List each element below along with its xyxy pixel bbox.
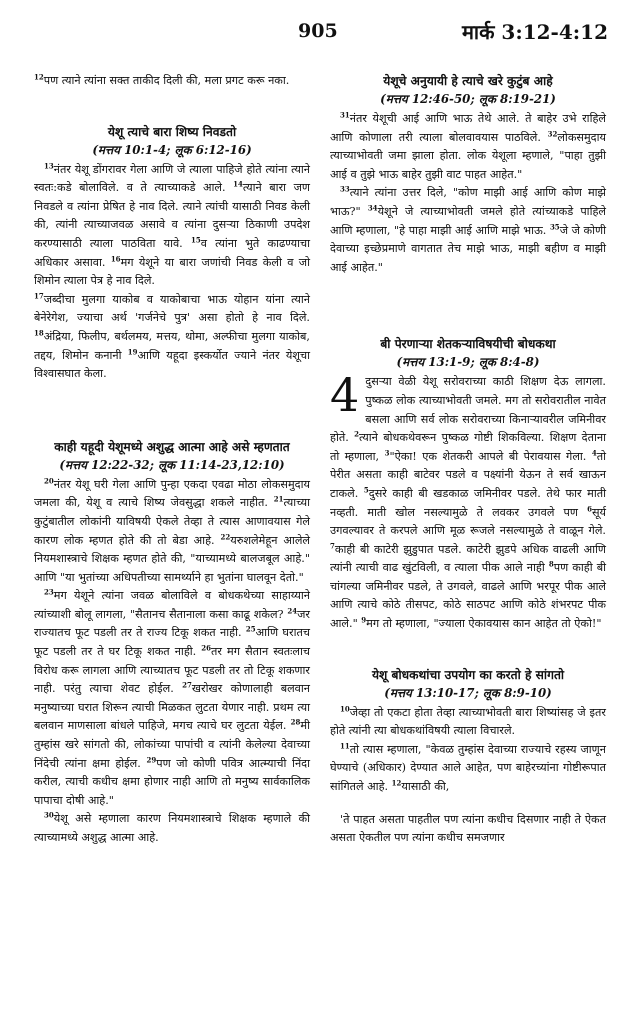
- verse-text: जेव्हा तो एकटा होता तेव्हा त्याच्याभोवती बारा शिष्यांसह जे इतर होते त्यांनी त्या बोधकथांविषयी त्याला विचारले.: [330, 705, 606, 738]
- page-number: 905: [298, 20, 338, 42]
- verse-text: तो त्यास म्हणाला, "केवळ तुम्हांस देवाच्या राज्याचे रहस्य जाणून घेण्याचे (अधिकार) देण्यात आले आहेत, पण बाहेरच्यांना गोष्टीरूपात सांगितले आहे.: [330, 742, 606, 794]
- verse-number: 13: [44, 160, 54, 170]
- verse-paragraph: [34, 161, 310, 291]
- verse-paragraph: [34, 587, 310, 810]
- verse-number: 16: [110, 253, 121, 263]
- verse-text: मग येशूने या बारा जणांची निवड केली व जो शिमोन त्याला पेत्र हे नाव दिले.: [34, 255, 310, 288]
- verse-text: नंतर येशू घरी गेला आणि पुन्हा एकदा एवढा मोठा लोकसमुदाय जमला की, येशू व त्याचे शिष्य जेवसुद्धा शकले नाहीत.: [34, 477, 310, 510]
- verse-paragraph: [330, 368, 607, 633]
- verse-text: पण त्याने त्यांना सक्त ताकीद दिली की, मला प्रगट करू नका.: [43, 74, 290, 87]
- verse-number: 9: [361, 615, 367, 625]
- verse-text: अंद्रिया, फिलीप, बर्थलमय, मत्तय, थोमा, अल्फीचा मुलगा याकोब, तद्दय, शिमोन कनानी: [34, 329, 310, 362]
- section-cross-reference: (मत्तय 10:1-4; लूक 6:12-16): [92, 142, 252, 157]
- verse-text: त्याने त्यांना उत्तर दिले, "कोण माझी आई आणि कोण माझे भाऊ?": [330, 186, 606, 218]
- verse-number: 20: [44, 475, 54, 485]
- verse-text: पण काही बी चांगल्या जमिनीवर पडले, ते उगवले, वाढले आणि भरपूर पीक आले आणि त्याचे कोठे तीसपट, कोठे साठपट आणि कोठे शंभरपट पीक आले.": [330, 561, 606, 631]
- verse-text: येशू असे म्हणाला कारण नियमशास्त्राचे शिक्षक म्हणाले की त्याच्यामध्ये अशुद्ध आत्मा आहे.: [34, 812, 310, 844]
- verse-number: 18: [34, 328, 44, 338]
- verse-paragraph: [34, 291, 310, 384]
- verse-text: दुसऱ्या वेळी येशू सरोवराच्या काठी शिक्षण देऊ लागला. पुष्कळ लोक त्याच्याभोवती जमले. मग तो सरोवरातील नावेत बसला आणि सर्व लोक सरोवराच्या किनाऱ्यावरील जमिनीवर होते.: [330, 375, 606, 445]
- verse-number: 34: [367, 203, 378, 213]
- verse-text: आणि घरातच फूट पडली तर ते घर टिकू शकत नाही.: [34, 626, 310, 659]
- verse-number: 5: [363, 485, 369, 495]
- page-header: [0, 14, 638, 54]
- verse-text: तो पेरीत असता काही बाटेवर पडले व पक्ष्यांनी येऊन ते सर्व खाऊन टाकले.: [330, 449, 606, 500]
- verse-paragraph: [330, 184, 606, 277]
- verse-paragraph: [330, 741, 606, 797]
- section-cross-reference: (मत्तय 12:22-32; लूक 11:14-23,12:10): [59, 457, 285, 472]
- verse-text: नंतर येशू डोंगरावर गेला आणि जे त्याला पाहिजे होते त्यांना त्याने स्वतः:कडे बोलाविले. व ते त्याच्याकडे आले.: [34, 162, 310, 195]
- verse-number: 2: [354, 429, 360, 439]
- verse-number: 27: [182, 680, 192, 690]
- book-chapter-reference: मार्क 3:12-4:12: [461, 20, 608, 44]
- verse-text: जब्दीचा मुलगा याकोब व याकोबाचा भाऊ योहान यांना त्याने बेनेरेगेश, ज्याचा अर्थ 'गर्जनेचे पुत्र' असा होतो हे नाव दिले.: [34, 292, 310, 325]
- verse-number: 29: [146, 754, 157, 764]
- verse-text: यासाठी की,: [401, 780, 450, 794]
- verse-paragraph: [330, 704, 606, 741]
- verse-number: 8: [548, 559, 554, 569]
- verse-number: 12: [34, 72, 44, 82]
- verse-number: 21: [273, 494, 284, 504]
- verse-text: काही बी काटेरी झुडुपात पडले. काटेरी झुडपे अधिक वाढली आणि त्यांनी त्याची वाढ खुंटविली, व त्याला पीक आले नाही: [330, 542, 606, 575]
- verse-number: 25: [245, 624, 256, 634]
- verse-text: मग तो म्हणाला, "ज्याला ऐकावयास कान आहेत तो ऐको!": [366, 617, 602, 631]
- verse-number: 30: [44, 810, 54, 820]
- section-heading: बी पेरणाऱ्या शेतकऱ्याविषयीची बोधकथा: [380, 337, 556, 352]
- verse-paragraph: [330, 110, 606, 184]
- verse-text: त्याच्या कुटुंबातील लोकांनी याविषयी ऐकले तेव्हा ते त्यास आणावयास गेले कारण लोक म्हणत होते की तो बेडा आहे.: [34, 496, 310, 547]
- verse-text: जे जे कोणी देवाच्या इच्छेप्रमाणे वागतात तेच माझे भाऊ, माझी बहीण व माझी आई आहेत.": [330, 223, 606, 274]
- verse-paragraph: [34, 72, 310, 91]
- verse-text: त्याने बारा जण निवडले व त्यांना प्रेषित हे नाव दिले. त्याने त्यांची यासाठी निवड केली की, त्यांनी त्याच्याजवळ असावे व त्यांना दुसऱ्या ठिकाणी उपदेश करण्यासाठी त्याला पाठविता यावे.: [34, 181, 310, 250]
- verse-text: व त्यांना भुते काढण्याचा अधिकार असावा.: [34, 236, 310, 269]
- verse-paragraph: [34, 476, 310, 588]
- verse-text: जर राज्यातच फूट पडली तर ते राज्य टिकू शकत नाही.: [34, 607, 310, 640]
- verse-text: नंतर येशूची आई आणि भाऊ तेथे आले. ते बाहेर उभे राहिले आणि कोणाला तरी त्याला बोलवावयास पाठविले.: [330, 112, 606, 144]
- section-heading: येशू बोधकथांचा उपयोग का करतो हे सांगतो: [371, 667, 565, 682]
- section-cross-reference: (मत्तय 12:46-50; लूक 8:19-21): [380, 92, 556, 106]
- verse-text: "ऐका! एक शेतकरी आपले बी पेरावयास गेला.: [389, 449, 587, 463]
- verse-text: लोकसमुदाय त्याच्याभोवती जमा झाला होता. लोक येशूला म्हणाले, "पाहा तुझी आई व तुझे भाऊ बाहेर तुझी वाट पाहत आहेत.": [330, 130, 606, 181]
- verse-text: येशूने जे त्याच्याभोवती जमले होते त्यांच्याकडे पाहिले आणि म्हणाला, "हे पाहा माझी आई आणि माझे भाऊ.: [330, 204, 606, 237]
- verse-number: 33: [340, 184, 350, 194]
- verse-number: 23: [44, 587, 54, 597]
- verse-number: 4: [591, 447, 597, 457]
- section-heading: काही यहूदी येशूमध्ये अशुद्ध आत्मा आहे असे म्हणतात: [54, 439, 290, 454]
- left-column: [34, 72, 310, 848]
- verse-text: तर मग सैतान स्वतःलाच विरोध करू लागला आणि त्याच्यातच फूट पडली तर तो टिकू शकणार नाही. परंतु त्याचा शेवट होईल.: [34, 645, 311, 696]
- verse-text: दुसरे काही बी खडकाळ जमिनीवर पडले. तेथे फार माती नव्हती. माती खोल नसल्यामुळे ते लवकर उगवले पण: [330, 486, 607, 519]
- verse-text: आणि यहूदा इस्कर्योत ज्याने नंतर येशूचा विश्वासघात केला.: [34, 348, 310, 381]
- quotation-paragraph: 'ते पाहत असता पाहतील पण त्यांना कधीच दिसणार नाही ते ऐकत असता ऐकतील पण त्यांना कधीच समजणार: [330, 812, 606, 845]
- verse-number: 26: [201, 643, 212, 653]
- verse-text: पण जो कोणी पवित्र आत्म्याची निंदा करील, त्याची कधीच क्षमा होणार नाही आणि तो मनुष्य सार्वकालिक पापाचा दोषी आहे.": [34, 756, 310, 807]
- verse-number: 15: [190, 235, 201, 245]
- verse-number: 31: [340, 110, 350, 120]
- section-cross-reference: (मत्तय 13:1-9; लूक 8:4-8): [396, 355, 540, 370]
- verse-number: 3: [384, 447, 390, 457]
- verse-number: 35: [549, 221, 560, 231]
- verse-text: मग येशूने त्यांना जवळ बोलाविले व बोधकथेच्या साहाय्याने त्यांच्याशी बोलू लागला, "सैतानच सैतानाला कसा काढू शकेल?: [34, 589, 310, 621]
- verse-number: 22: [220, 531, 231, 541]
- verse-number: 17: [34, 291, 44, 301]
- verse-number: 28: [290, 717, 301, 727]
- verse-number: 32: [547, 128, 558, 138]
- verse-number: 24: [287, 606, 298, 616]
- verse-number: 19: [127, 346, 138, 356]
- section-heading: येशू त्याचे बारा शिष्य निवडतो: [107, 124, 237, 139]
- verse-number: 12: [391, 778, 402, 788]
- verse-text: खरोखर कोणालाही बलवान मनुष्याच्या घरात शिरून त्याची मिळकत लुटता येणार नाही. प्रथम त्या बलवान माणसाला बांधले पाहिजे, मगच त्याचे घर लुटता येईल.: [34, 682, 311, 733]
- verse-text: सूर्य उगवल्यावर ते करपले आणि मूळ रूजले नसल्यामुळे ते वाळून गेले.: [330, 505, 606, 538]
- verse-number: 14: [233, 179, 243, 189]
- section-cross-reference: (मत्तय 13:10-17; लूक 8:9-10): [384, 685, 552, 700]
- verse-text: त्याने बोधकथेवरून पुष्कळ गोष्टी शिकविल्या. शिक्षण देताना तो म्हणाला,: [330, 431, 606, 463]
- verse-number: 11: [340, 741, 350, 751]
- section-heading: येशूचे अनुयायी हे त्याचे खरे कुटुंब आहे: [383, 74, 553, 88]
- verse-paragraph: [34, 810, 310, 847]
- verse-text: मी तुम्हांस खरे सांगतो की, लोकांच्या पापांची व त्यांनी केलेल्या देवाच्या निंदेची त्यांना क्षमा होईल.: [34, 719, 310, 770]
- chapter-number-drop-cap: 4: [330, 368, 360, 423]
- verse-number: 10: [340, 703, 350, 713]
- verse-number: 6: [587, 503, 592, 513]
- verse-text: यरुशलेमेहून आलेले नियमशास्त्राचे शिक्षक म्हणत होते की, "याच्यामध्ये बालजबूल आहे." आणि "या भुतांच्या अधिपतीच्या सामर्थ्याने हा भुतांना घालवून देतो.": [34, 533, 310, 584]
- right-column: [330, 72, 606, 848]
- verse-number: 7: [330, 540, 335, 550]
